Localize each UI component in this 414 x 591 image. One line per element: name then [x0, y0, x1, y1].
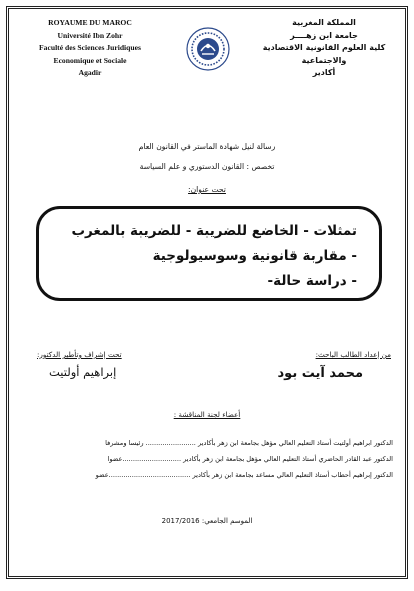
committee-member: الدكتور ابراهيم أولتيت أستاذ التعليم العالي مؤهل بجامعة ابن زهر بأكادير ........................ رئيسا ومشرفا [105, 439, 393, 447]
header-fr-line: Université Ibn Zohr [57, 30, 123, 40]
header-fr-line: Economique et Sociale [53, 55, 127, 65]
header-french [15, 17, 165, 80]
specialty-line: تخصص : القانون الدستوري و علم السياسة [139, 162, 275, 171]
header-fr-line: Agadir [78, 68, 102, 77]
header-ar-line: المملكة المغربية [292, 18, 356, 27]
header-ar-line: أكادير [312, 68, 336, 77]
header-ar-line: جامعة ابن زهــــر [290, 30, 358, 40]
memoire-line: رسالة لنيل شهادة الماستر في القانون العام [138, 142, 276, 151]
thesis-cover-page [6, 6, 408, 579]
title-intro: تحت عنوان: [188, 185, 226, 194]
committee-member: الدكتور إبراهيم أحطاب أستاذ التعليم العالي مساعد بجامعة ابن زهر بأكادير .......................................عضو [95, 471, 393, 479]
title-line: - دراسة حالة- [267, 273, 357, 289]
title-line: - مقاربة قانونية وسوسيولوجية [152, 248, 357, 264]
prepared-by-label: من إعداد الطالب الباحث: [315, 350, 391, 359]
title-box [36, 206, 382, 301]
supervisor-label: تحت إشراف وتأطير الدكتور: [37, 350, 122, 359]
header-arabic [249, 17, 399, 80]
committee-label: أعضاء لجنة المناقشة : [173, 410, 241, 419]
title-line: تمثلات - الخاضع للضريبة - للضريبة بالمغرب [71, 223, 357, 239]
supervisor-name: إبراهيم أولتيت [49, 365, 117, 379]
university-logo-icon [186, 27, 230, 71]
header-fr-line: Faculté des Sciences Juridiques [39, 43, 141, 52]
academic-year: الموسم الجامعي: 2017/2016 [161, 517, 253, 525]
student-name: محمد آيت بود [277, 366, 363, 381]
header-fr-line: ROYAUME DU MAROC [48, 18, 132, 27]
header-ar-line: كلية العلوم القانونية الاقتصادية والاجتماعية [262, 43, 386, 65]
committee-member: الدكتور عبد القادر الحاضري أستاذ التعليم العالي مؤهل بجامعة ابن زهر بأكادير ............................عضوا [107, 455, 393, 463]
